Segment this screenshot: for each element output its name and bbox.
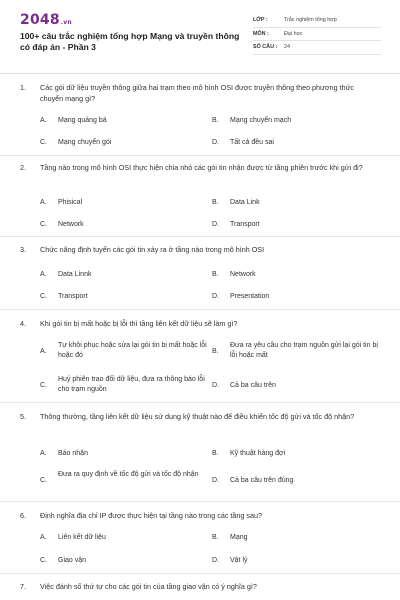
option-text: Vật lý [230,557,248,564]
option-letter: A. [40,348,47,355]
option-text: Mạng quảng bá [58,117,107,124]
option-text: Mạng chuyển gói [58,139,112,146]
option-letter: C. [40,382,47,389]
option-letter: B. [212,348,219,355]
question-number: 6. [20,511,26,520]
meta-value: Đại học [284,30,303,37]
option-text: Đưa ra quy định về tốc độ gửi và tốc độ nhận [58,471,199,478]
question-divider [0,501,400,502]
option-letter: D. [212,293,219,300]
option-letter: D. [212,557,219,564]
option-letter: B. [212,450,219,457]
page-title: 100+ câu trắc nghiệm tổng hợp Mạng và truyền thông có đáp án - Phần 3 [20,31,240,52]
option-letter: D. [212,139,219,146]
option-letter: A. [40,271,47,278]
option-text: Data Linnk [58,271,92,278]
meta-value: 24 [284,44,290,51]
option-letter: A. [40,117,47,124]
question-divider [0,309,400,310]
question-number: 3. [20,245,26,254]
option-letter: C. [40,477,47,484]
option-text: Presentation [230,293,270,300]
option-letter: D. [212,221,219,228]
option-letter: B. [212,199,219,206]
site-logo[interactable] [20,12,72,28]
header-divider [0,73,400,74]
meta-value: Trắc nghiệm tổng hợp [284,17,337,24]
option-text: Kỹ thuật hàng đợi [230,450,286,457]
option-text: Huỷ phiên trao đổi dữ liệu, đưa ra thông báo lỗi cho trạm nguồn [58,376,205,393]
option-letter: B. [212,271,219,278]
option-text: Giao vận [58,557,87,564]
option-letter: D. [212,382,219,389]
option-letter: C. [40,221,47,228]
option-letter: C. [40,557,47,564]
option-text: Network [58,221,84,228]
option-text: Network [230,271,256,278]
page-header [0,0,400,64]
option-text: Tự khôi phục hoặc sửa lại gói tin bị mất hoặc lỗi hoặc đó [58,342,207,359]
option-text: Phisical [58,199,83,206]
option-letter: B. [212,534,219,541]
option-letter: A. [40,534,47,541]
meta-row-count [253,41,381,55]
question-number: 2. [20,163,26,172]
meta-info [253,14,381,55]
question-number: 1. [20,83,26,92]
option-letter: A. [40,450,47,457]
question-divider [0,155,400,156]
question-divider [0,236,400,237]
meta-label: LỚP : [253,17,268,24]
meta-row-class [253,14,381,28]
question-number: 5. [20,412,26,421]
question-text: Các gói dữ liệu truyền thông giữa hai trạm theo mô hình OSI được truyền thông theo phương thức chuyển mạng gì? [40,83,354,103]
question-divider [0,402,400,403]
logo-suffix: .vn [60,19,72,26]
meta-label: SỐ CÂU : [253,44,278,51]
option-letter: B. [212,117,219,124]
option-text: Transport [230,221,260,228]
question-number: 7. [20,582,26,591]
option-letter: A. [40,199,47,206]
question-text: Thông thường, tầng liên kết dữ liệu sử dụng kỹ thuật nào để điều khiển tốc độ gửi và tốc độ nhận? [40,412,355,421]
question-divider [0,573,400,574]
option-text: Transport [58,293,88,300]
option-text: Liên kết dữ liệu [58,534,106,541]
option-text: Báo nhận [58,450,88,457]
question-text: Tầng nào trong mô hình OSI thực hiện chia nhỏ các gói tin nhận được từ tầng phiên trước khi gửi đi? [40,163,363,172]
option-text: Cả ba câu trên [230,382,276,389]
logo-text: 2048 [20,12,60,28]
option-text: Cả ba câu trên đúng [230,477,294,484]
option-text: Data Link [230,199,260,206]
option-letter: C. [40,293,47,300]
question-text: Định nghĩa địa chỉ IP được thực hiện tại tầng nào trong các tầng sau? [40,511,262,520]
meta-row-subject [253,28,381,42]
option-letter: D. [212,477,219,484]
question-text: Chức năng định tuyến các gói tin xảy ra ở tầng nào trong mô hình OSI [40,245,265,254]
option-letter: C. [40,139,47,146]
question-text: Khi gói tin bị mất hoặc bị lỗi thì tầng liên kết dữ liệu sẽ làm gì? [40,319,238,328]
option-text: Tất cả đều sai [230,139,274,146]
meta-label: MÔN : [253,30,269,37]
option-text: Đưa ra yêu cầu cho trạm nguồn gửi lại gói tin bị lỗi hoặc mất [230,342,378,359]
question-number: 4. [20,319,26,328]
option-text: Mạng [230,534,248,541]
question-text: Việc đánh số thứ tự cho các gói tin của tầng giao vận có ý nghĩa gì? [40,582,257,591]
option-text: Mạng chuyển mạch [230,117,292,124]
